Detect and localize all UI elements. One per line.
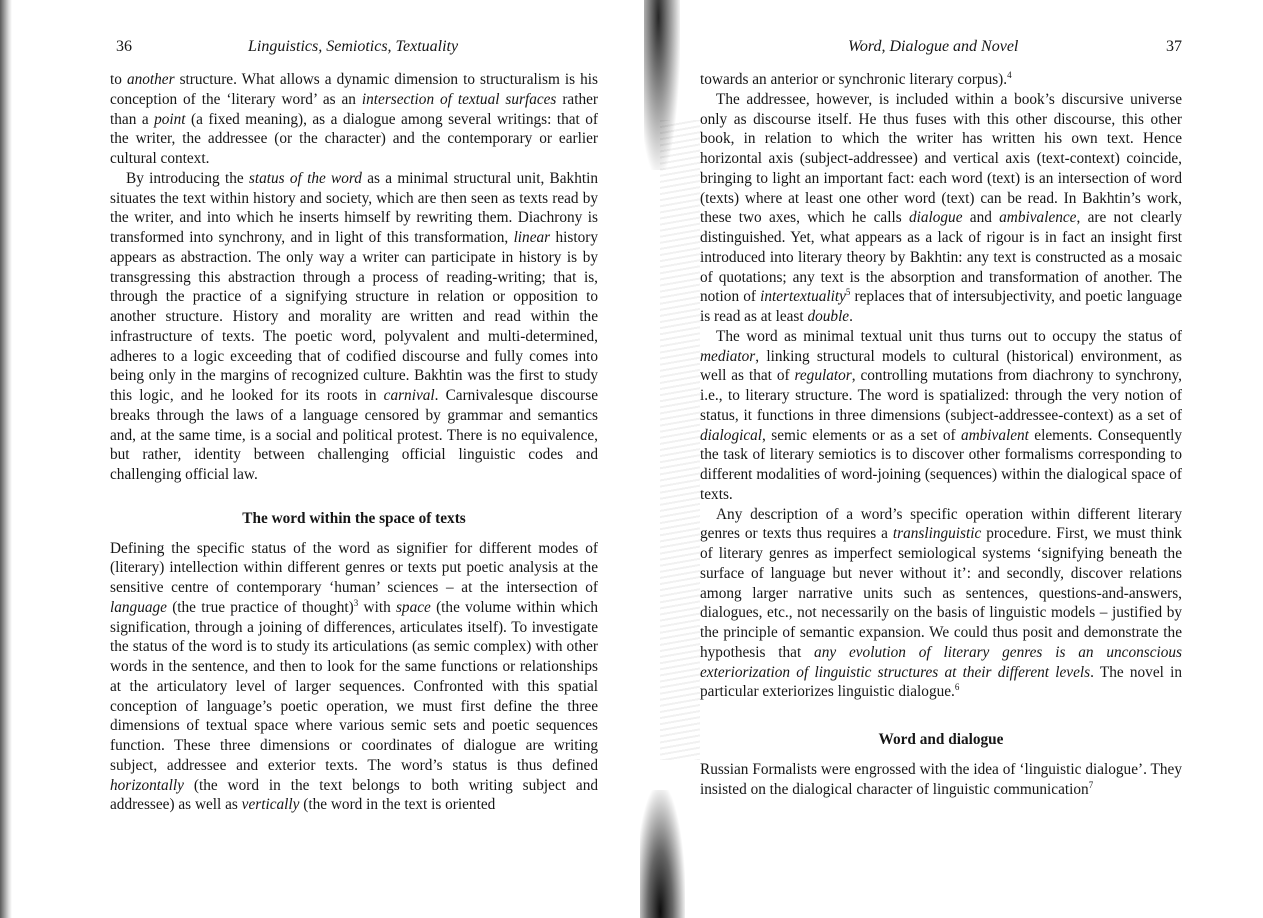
italic-text: carnival — [383, 387, 435, 404]
right-paragraph-5 — [700, 760, 1182, 800]
text-run: Defining the specific status of the word as signifier for different modes of (literary) intellection within different genres or texts put poetic analysis at the sensitive centre of contemporary ‘human’ sciences – at the intersection of — [110, 539, 598, 596]
book-gutter-shadow — [630, 0, 710, 918]
left-paragraph-2 — [110, 169, 598, 485]
text-run: . Carnivalesque discourse breaks through the laws of a language censored by grammar and semantics and, at the same time, is a social and political protest. There is no equivalence, but rather, identity between challenging official linguistic codes and challenging official law. — [110, 387, 599, 483]
text-run: , semic elements or as a set of — [762, 426, 961, 444]
right-paragraph-4 — [700, 505, 1182, 703]
italic-text: vertically — [241, 796, 300, 814]
text-run: , linking structural models to cultural (historical) environment, as well as that of — [700, 347, 1182, 385]
book-edge-shadow — [0, 0, 12, 918]
italic-text: double — [807, 308, 850, 325]
gutter-bottom-shadow — [640, 790, 685, 918]
text-run: (the word in the text is oriented — [299, 796, 496, 814]
text-run: , are not clearly distinguished. Yet, what appears as a lack of rigour is in fact an insight first introduced into literary theory by Bakhtin: any text is constructed as a mosaic of quotations; any text is the absorption and transformation of another. The notion of — [700, 209, 1182, 306]
text-run: The word as minimal textual unit thus turns out to occupy the status of — [716, 327, 1182, 345]
section-heading-word-dialogue: Word and dialogue — [878, 731, 1004, 748]
text-run: as a minimal structural unit, Bakhtin situates the text within history and society, which are then seen as texts read by the writer, and into which he inserts himself by rewriting them. Diachrony is transformed into synchrony, and in light of this transformation, — [110, 169, 598, 246]
footnote-marker: 4 — [1007, 70, 1012, 80]
italic-text: intersection of textual surfaces — [361, 90, 557, 108]
italic-text: language — [110, 598, 167, 616]
right-page-number: 37 — [1166, 38, 1182, 55]
text-run: Any description of a word’s specific operation within different literary genres or texts thus requires a — [700, 505, 1182, 543]
text-run: elements. Consequently the task of literary semiotics is to discover other formalisms corresponding to different modalities of word-joining (sequences) within the dialogical space of texts. — [700, 426, 1182, 503]
left-running-head — [110, 38, 598, 60]
text-run: By introducing the — [126, 169, 249, 187]
right-running-head — [700, 38, 1182, 60]
left-body-text — [110, 70, 598, 815]
italic-text: dialogue — [908, 209, 963, 227]
footnote-marker: 3 — [353, 597, 359, 608]
text-run: to — [110, 71, 127, 88]
right-paragraph-1 — [700, 70, 1182, 90]
italic-text: dialogical — [700, 426, 763, 444]
text-run: rather than a — [110, 90, 598, 128]
italic-text: ambivalence — [999, 209, 1077, 227]
text-run: and — [962, 209, 1000, 227]
text-run: with — [358, 598, 396, 616]
footnote-marker: 7 — [1088, 779, 1094, 790]
italic-text: space — [395, 598, 431, 616]
text-run: (a fixed meaning), as a dialogue among several writings: that of the writer, the addressee (or the character) and the contemporary or earlier cultural context. — [110, 110, 598, 167]
left-paragraph-3 — [110, 539, 598, 816]
section-heading-word-space: The word within the space of texts — [242, 509, 466, 527]
text-run: (the volume within which signification, through a joining of differences, articulates itself). To investigate the status of the word is to study its articulations (as semic complex) with other words in the sentence, and then to look for the same functions or relationships at the articulatory level of larger sequences. Confronted with this spatial conception of language’s poetic operation, we must first define the three dimensions of textual space where various semic sets and poetic sequences function. These three dimensions or coordinates of dialogue are writing subject, addressee and exterior texts. The word’s status is thus defined — [110, 598, 598, 774]
italic-text: point — [154, 110, 186, 128]
right-body-text — [700, 70, 1182, 799]
text-run: . The novel in particular exteriorizes linguistic dialogue. — [700, 663, 1183, 701]
gutter-speckle — [660, 120, 700, 760]
text-run: towards an anterior or synchronic literary corpus). — [700, 71, 1008, 88]
italic-text: linear — [513, 229, 551, 246]
italic-text: horizontally — [110, 776, 184, 794]
text-run: The addressee, however, is included within a book’s discursive universe only as discourse itself. He thus fuses with this other discourse, this other book, in relation to which the writer has written his own text. Hence horizontal axis (subject-addressee) and vertical axis (text-context) coincide, bringing to light an important fact: each word (text) is an intersection of word (texts) where at least one other word (text) can be read. In Bakhtin’s work, these two axes, which he calls — [700, 90, 1182, 227]
text-run: , controlling mutations from diachrony to synchrony, i.e., to literary structure. The word is spatialized: through the very notion of status, it functions in three dimensions (subject-addressee-context) as a set of — [700, 367, 1182, 424]
italic-text: regulator — [794, 367, 852, 385]
italic-text: status of the word — [248, 169, 362, 187]
text-run: structure. What allows a dynamic dimension to structuralism is his conception of the ‘literary word’ as an — [110, 71, 598, 108]
italic-text: ambivalent — [960, 426, 1029, 444]
italic-text: mediator — [700, 347, 756, 365]
italic-text: any evolution of literary genres is an unconscious exteriorization of linguistic structures at their different levels — [700, 643, 1182, 681]
text-run: . — [849, 308, 853, 325]
left-running-title: Linguistics, Semiotics, Textuality — [248, 38, 459, 55]
text-run: Russian Formalists were engrossed with the idea of ‘linguistic dialogue’. They insisted on the dialogical character of linguistic communication — [700, 760, 1182, 798]
right-paragraph-3 — [700, 327, 1182, 505]
italic-text: translinguistic — [892, 525, 982, 543]
text-run: replaces that of intersubjectivity, and poetic language is read as at least — [700, 288, 1182, 325]
footnote-marker: 5 — [845, 287, 851, 298]
text-run: procedure. First, we must think of literary genres as imperfect semiological systems ‘signifying beneath the surface of language but never without it’: and secondly, discover relations among larger narrative units such as sentences, questions-and-answers, dialogues, etc., not necessarily on the basis of linguistic models – justified by the principle of semantic expansion. We could thus posit and demonstrate the hypothesis that — [700, 525, 1182, 661]
right-running-title: Word, Dialogue and Novel — [848, 38, 1019, 55]
left-page-number: 36 — [116, 38, 132, 55]
text-run: (the word in the text belongs to both writing subject and addressee) as well as — [110, 776, 598, 814]
gutter-top-shadow — [644, 0, 680, 170]
left-paragraph-1 — [110, 70, 598, 169]
right-paragraph-2 — [700, 90, 1182, 327]
text-run: (the true practice of thought) — [166, 598, 354, 616]
footnote-marker: 6 — [954, 682, 960, 693]
italic-text: another — [126, 71, 175, 88]
text-run: history appears as abstraction. The only way a writer can participate in history is by transgressing this abstraction through a process of reading-writing; that is, through the practice of a signifying structure in relation or opposition to another structure. History and morality are written and read within the infrastructure of texts. The poetic word, polyvalent and multi-determined, adheres to a logic exceeding that of codified discourse and fully comes into being only in the margins of recognized culture. Bakhtin was the first to study this logic, and he looked for its roots in — [110, 229, 598, 404]
italic-text: intertextuality — [760, 288, 846, 306]
